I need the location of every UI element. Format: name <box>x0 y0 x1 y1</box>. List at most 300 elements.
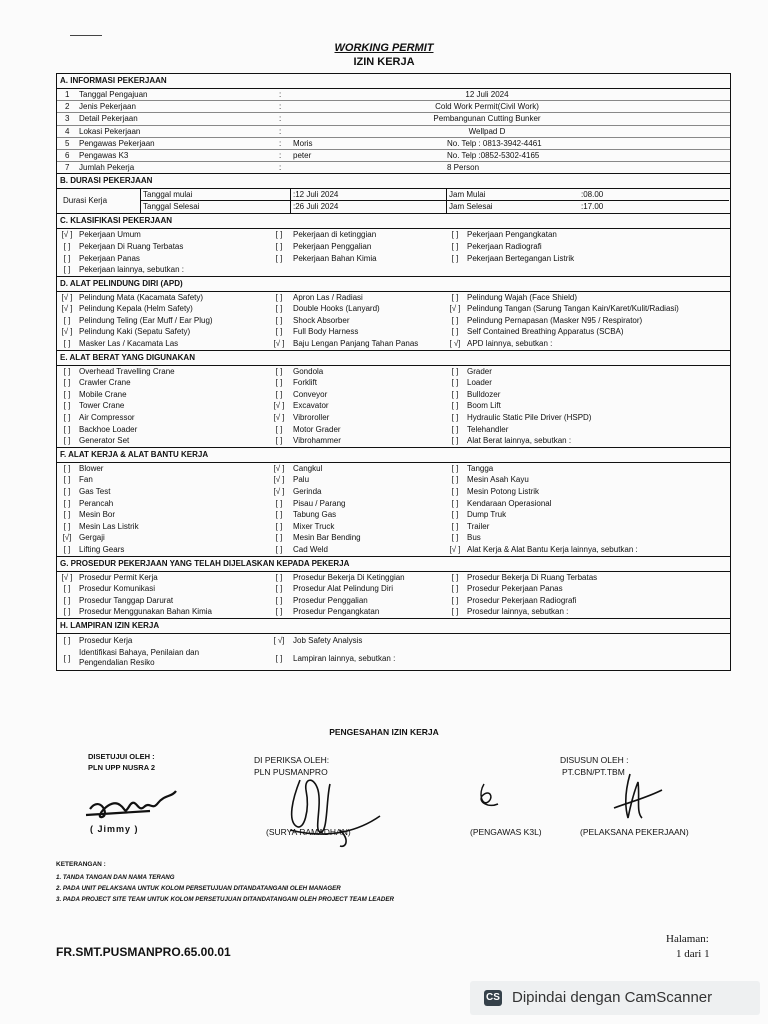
section-d-grid <box>57 292 730 350</box>
section-b-header: B. DURASI PEKERJAAN <box>57 174 730 189</box>
option-label: Air Compressor <box>79 413 135 423</box>
option-row <box>57 424 730 436</box>
field-colon: : <box>279 150 282 160</box>
checkbox[interactable]: [ ] <box>451 463 459 473</box>
page-label: Halaman: <box>666 933 709 945</box>
durasi-label: Durasi Kerja <box>57 189 141 213</box>
option-label: Pekerjaan Panas <box>79 253 140 263</box>
section-b <box>57 174 730 214</box>
option-row <box>57 326 730 338</box>
option-label: Mesin Asah Kayu <box>467 475 529 485</box>
option-label: Pekerjaan Bahan Kimia <box>293 253 377 263</box>
checkbox[interactable]: [ ] <box>63 544 71 554</box>
field-label: Lokasi Pekerjaan <box>79 126 141 136</box>
jam-selesai-value: :17.00 <box>581 202 604 212</box>
option-row <box>57 583 730 595</box>
option-label: Mixer Truck <box>293 521 335 531</box>
checkbox[interactable]: [ ] <box>275 304 283 314</box>
checkbox[interactable]: [ ] <box>451 424 459 434</box>
option-row <box>57 412 730 424</box>
option-label: Overhead Travelling Crane <box>79 366 175 376</box>
checkbox[interactable]: [√ ] <box>61 304 73 314</box>
checkbox[interactable]: [ ] <box>451 389 459 399</box>
option-row <box>57 595 730 607</box>
option-label: Identifikasi Bahaya, Penilaian dan <box>79 647 200 657</box>
option-label: Backhoe Loader <box>79 424 138 434</box>
field-colon: : <box>279 102 282 112</box>
section-c-grid <box>57 229 730 275</box>
option-label: Cangkul <box>293 463 323 473</box>
option-label: Generator Set <box>79 436 130 446</box>
checkbox[interactable]: [ ] <box>63 253 71 263</box>
row-number: 5 <box>65 138 70 148</box>
option-label: Shock Absorber <box>293 315 350 325</box>
checkbox[interactable]: [ ] <box>275 241 283 251</box>
checkbox[interactable]: [√ ] <box>449 544 461 554</box>
option-label: Baju Lengan Panjang Tahan Panas <box>293 339 419 349</box>
option-row <box>57 606 730 618</box>
pen-mark <box>70 35 102 36</box>
section-g <box>57 557 730 619</box>
option-label: Gas Test <box>79 487 111 496</box>
field-name: Moris <box>293 138 313 148</box>
signature-surya <box>270 770 410 850</box>
option-label: Pekerjaan Penggalian <box>293 241 372 251</box>
option-row <box>57 377 730 389</box>
field-label: Pengawas Pekerjaan <box>79 138 155 148</box>
name-surya: (SURYA RAMADHAN) <box>266 827 351 837</box>
checkbox[interactable]: [ ] <box>451 436 459 446</box>
option-row <box>57 315 730 327</box>
option-row <box>57 264 730 276</box>
field-value: 8 Person <box>447 163 480 173</box>
option-label: Kendaraan Operasional <box>467 498 552 508</box>
option-row <box>57 303 730 315</box>
option-label: Pelindung Teling (Ear Muff / Ear Plug) <box>79 315 213 325</box>
checkbox[interactable]: [ ] <box>275 389 283 399</box>
approval-title: PENGESAHAN IZIN KERJA <box>329 727 439 737</box>
option-label: Pelindung Tangan (Sarung Tangan Kain/Karet/Kulit/Radiasi) <box>467 304 679 314</box>
option-label: Gondola <box>293 366 324 376</box>
checkbox[interactable]: [ ] <box>275 607 283 617</box>
option-row <box>57 366 730 378</box>
section-h-row-1 <box>57 634 730 648</box>
field-colon: : <box>279 114 282 124</box>
checkbox[interactable]: [√ ] <box>61 230 73 240</box>
option-label: Tangga <box>467 463 494 473</box>
checkbox[interactable]: [ ] <box>275 521 283 531</box>
checkbox[interactable]: [ ] <box>275 436 283 446</box>
section-a <box>57 74 730 174</box>
checkbox[interactable]: [ ] <box>63 401 71 411</box>
checkbox[interactable]: [ ] <box>451 521 459 531</box>
field-label: Tanggal Pengajuan <box>79 90 148 99</box>
checkbox[interactable]: [√ ] <box>449 304 461 314</box>
option-label: Prosedur Permit Kerja <box>79 572 158 582</box>
checkbox[interactable]: [ √] <box>273 635 285 645</box>
checker-label: DI PERIKSA OLEH: <box>254 755 330 765</box>
note-2: 2. PADA UNIT PELAKSANA UNTUK KOLOM PERSETUJUAN DITANDATANGANI OLEH MANAGER <box>56 885 341 892</box>
checkbox[interactable]: [ ] <box>275 510 283 520</box>
form-code: FR.SMT.PUSMANPRO.65.00.01 <box>56 945 231 959</box>
jam-mulai-label: Jam Mulai <box>447 189 579 201</box>
notes-title: KETERANGAN : <box>56 861 106 868</box>
option-row <box>57 521 730 533</box>
checkbox[interactable]: [ ] <box>275 292 283 302</box>
field-colon: : <box>279 90 282 99</box>
option-label: Pekerjaan di ketinggian <box>293 230 377 240</box>
option-label: Pelindung Kepala (Helm Safety) <box>79 304 193 314</box>
info-row <box>57 162 730 173</box>
checkbox[interactable]: [ ] <box>451 533 459 543</box>
field-label: Pengawas K3 <box>79 150 129 160</box>
checkbox[interactable]: [ ] <box>63 487 71 496</box>
option-label: Motor Grader <box>293 424 341 434</box>
section-a-header: A. INFORMASI PEKERJAAN <box>57 74 730 89</box>
field-label: Detail Pekerjaan <box>79 114 138 124</box>
checkbox[interactable]: [ ] <box>275 544 283 554</box>
option-label: Mesin Las Listrik <box>79 521 139 531</box>
field-value: Pembangunan Cutting Bunker <box>433 114 541 124</box>
camscanner-icon: CS <box>484 990 502 1006</box>
option-label: Vibrohammer <box>293 436 341 446</box>
option-row <box>57 241 730 253</box>
info-row <box>57 89 730 101</box>
section-f <box>57 448 730 557</box>
info-row <box>57 101 730 113</box>
option-label: Pengendalian Resiko <box>79 657 155 667</box>
option-label: Job Safety Analysis <box>293 635 363 645</box>
checkbox[interactable]: [ ] <box>63 265 71 275</box>
option-label: Lampiran lainnya, sebutkan : <box>293 653 396 663</box>
field-colon: : <box>279 126 282 136</box>
checkbox[interactable]: [√ ] <box>273 487 285 496</box>
duration-grid <box>57 189 730 213</box>
info-row <box>57 113 730 125</box>
option-row <box>57 486 730 498</box>
checkbox[interactable]: [ ] <box>63 463 71 473</box>
field-value: Wellpad D <box>468 126 506 136</box>
checkbox[interactable]: [ ] <box>63 475 71 485</box>
row-number: 1 <box>65 90 70 99</box>
checkbox[interactable]: [ ] <box>63 436 71 446</box>
preparer-org: PT.CBN/PT.TBM <box>562 767 625 777</box>
checkbox[interactable]: [ ] <box>63 378 71 388</box>
checkbox[interactable]: [ ] <box>275 378 283 388</box>
signature-jimmy <box>80 785 190 825</box>
checkbox[interactable]: [ ] <box>451 366 459 376</box>
checkbox[interactable]: [ ] <box>63 413 71 423</box>
option-label: Pisau / Parang <box>293 498 346 508</box>
option-label: Boom Lift <box>467 401 501 411</box>
field-value: 12 Juli 2024 <box>465 90 509 99</box>
field-value: No. Telp :0852-5302-4165 <box>447 150 540 160</box>
checker-org: PLN PUSMANPRO <box>254 767 328 777</box>
field-name: peter <box>293 150 312 160</box>
option-row <box>57 435 730 447</box>
approver-org: PLN UPP NUSRA 2 <box>88 763 156 772</box>
checkbox[interactable]: [√ ] <box>273 413 285 423</box>
checkbox[interactable]: [ ] <box>451 327 459 337</box>
option-label: Fan <box>79 475 93 485</box>
section-g-header: G. PROSEDUR PEKERJAAN YANG TELAH DIJELASKAN KEPADA PEKERJA <box>57 557 730 572</box>
checkbox[interactable]: [ ] <box>63 339 71 349</box>
checkbox[interactable]: [ ] <box>451 401 459 411</box>
checkbox[interactable]: [ ] <box>63 521 71 531</box>
option-label: Mesin Potong Listrik <box>467 487 540 496</box>
section-h-header: H. LAMPIRAN IZIN KERJA <box>57 619 730 634</box>
checkbox[interactable]: [ ] <box>451 253 459 263</box>
checkbox[interactable]: [ ] <box>63 595 71 605</box>
option-row <box>57 389 730 401</box>
signature-k3l <box>470 778 510 818</box>
checkbox[interactable]: [ ] <box>451 230 459 240</box>
info-row <box>57 138 730 150</box>
checkbox[interactable]: [ ] <box>275 572 283 582</box>
checkbox[interactable]: [ ] <box>63 607 71 617</box>
checkbox[interactable]: [ ] <box>451 487 459 496</box>
note-1: 1. TANDA TANGAN DAN NAMA TERANG <box>56 874 175 881</box>
checkbox[interactable]: [ ] <box>63 653 71 663</box>
section-h <box>57 619 730 670</box>
name-jimmy: ( Jimmy ) <box>90 824 139 834</box>
option-label: Prosedur Pekerjaan Radiografi <box>467 595 577 605</box>
option-label: Bulldozer <box>467 389 501 399</box>
checkbox[interactable]: [ ] <box>63 635 71 645</box>
doc-subtitle: IZIN KERJA <box>353 56 415 68</box>
option-label: Prosedur Bekerja Di Ketinggian <box>293 572 405 582</box>
info-row <box>57 126 730 138</box>
option-label: Loader <box>467 378 492 388</box>
option-label: Tabung Gas <box>293 510 337 520</box>
option-row <box>57 463 730 475</box>
option-label: Gerinda <box>293 487 322 496</box>
option-row <box>57 572 730 584</box>
tanggal-mulai-label: Tanggal mulai <box>141 189 291 201</box>
row-number: 6 <box>65 150 70 160</box>
option-label: Pelindung Mata (Kacamata Safety) <box>79 292 204 302</box>
section-a-rows <box>57 89 730 173</box>
checkbox[interactable]: [ ] <box>451 292 459 302</box>
option-label: APD lainnya, sebutkan : <box>467 339 553 349</box>
checkbox[interactable]: [ ] <box>63 241 71 251</box>
option-label: Full Body Harness <box>293 327 359 337</box>
jam-mulai-value: :08.00 <box>579 189 729 201</box>
checkbox[interactable]: [ ] <box>451 475 459 485</box>
section-d-header: D. ALAT PELINDUNG DIRI (APD) <box>57 277 730 292</box>
checkbox[interactable]: [√ ] <box>61 327 73 337</box>
option-label: Mesin Bor <box>79 510 116 520</box>
checkbox[interactable]: [ ] <box>451 584 459 594</box>
row-number: 3 <box>65 114 70 124</box>
option-row <box>57 509 730 521</box>
checkbox[interactable]: [ ] <box>275 424 283 434</box>
checkbox[interactable]: [√ ] <box>273 339 285 349</box>
checkbox[interactable]: [ ] <box>275 653 283 663</box>
option-label: Prosedur Komunikasi <box>79 584 156 594</box>
option-label: Cad Weld <box>293 544 328 554</box>
option-row <box>57 474 730 486</box>
doc-title: WORKING PERMIT <box>334 42 434 54</box>
field-colon: : <box>279 163 282 173</box>
option-label: Prosedur Menggunakan Bahan Kimia <box>79 607 212 617</box>
permit-form <box>56 73 731 671</box>
field-value: Cold Work Permit(Civil Work) <box>435 102 539 112</box>
option-label: Pekerjaan lainnya, sebutkan : <box>79 265 184 275</box>
option-label: Blower <box>79 463 104 473</box>
section-e-grid <box>57 366 730 447</box>
checkbox[interactable]: [√ ] <box>273 475 285 485</box>
field-colon: : <box>279 138 282 148</box>
option-label: Vibroroller <box>293 413 330 423</box>
option-label: Prosedur Bekerja Di Ruang Terbatas <box>467 572 598 582</box>
option-label: Excavator <box>293 401 329 411</box>
checkbox[interactable]: [ ] <box>451 595 459 605</box>
option-row <box>57 229 730 241</box>
checkbox[interactable]: [ ] <box>275 584 283 594</box>
option-row <box>57 338 730 350</box>
option-label: Lifting Gears <box>79 544 125 554</box>
option-label: Tower Crane <box>79 401 125 411</box>
option-label: Gergaji <box>79 533 105 543</box>
tanggal-selesai-value: :26 Juli 2024 <box>291 201 447 213</box>
row-number: 7 <box>65 163 70 173</box>
section-d <box>57 277 730 351</box>
row-number: 2 <box>65 102 70 112</box>
approver-label: DISETUJUI OLEH : <box>88 752 155 761</box>
field-label: Jenis Pekerjaan <box>79 102 136 112</box>
option-label: Pekerjaan Bertegangan Listrik <box>467 253 575 263</box>
option-label: Alat Berat lainnya, sebutkan : <box>467 436 572 446</box>
signature-pelaksana <box>600 768 670 828</box>
option-label: Masker Las / Kacamata Las <box>79 339 179 349</box>
checkbox[interactable]: [ ] <box>451 378 459 388</box>
checkbox[interactable]: [ ] <box>275 253 283 263</box>
option-label: Prosedur Tanggap Darurat <box>79 595 174 605</box>
checkbox[interactable]: [ ] <box>63 510 71 520</box>
jam-selesai-label: Jam Selesai <box>449 202 493 212</box>
checkbox[interactable]: [ ] <box>63 366 71 376</box>
checkbox[interactable]: [ ] <box>63 498 71 508</box>
option-label: Prosedur Kerja <box>79 635 133 645</box>
checkbox[interactable]: [ √] <box>449 339 461 349</box>
option-row <box>57 400 730 412</box>
page-number: 1 dari 1 <box>676 948 710 960</box>
field-label: Jumlah Pekerja <box>79 163 135 173</box>
checkbox[interactable]: [ ] <box>63 584 71 594</box>
row-number: 4 <box>65 126 70 136</box>
checkbox[interactable]: [ ] <box>451 413 459 423</box>
section-f-grid <box>57 463 730 556</box>
checkbox[interactable]: [ ] <box>63 315 71 325</box>
preparer-label: DISUSUN OLEH : <box>560 755 629 765</box>
option-label: Pekerjaan Pengangkatan <box>467 230 557 240</box>
checkbox[interactable]: [√ ] <box>273 401 285 411</box>
section-h-row-2 <box>57 648 730 670</box>
option-label: Pelindung Kaki (Sepatu Safety) <box>79 327 191 337</box>
checkbox[interactable]: [ ] <box>275 366 283 376</box>
option-row <box>57 498 730 510</box>
checkbox[interactable]: [ ] <box>451 510 459 520</box>
option-label: Alat Kerja & Alat Bantu Kerja lainnya, sebutkan : <box>467 544 638 554</box>
name-pengawas-k3l: (PENGAWAS K3L) <box>470 827 542 837</box>
option-label: Perancah <box>79 498 114 508</box>
option-label: Conveyor <box>293 389 328 399</box>
note-3: 3. PADA PROJECT SITE TEAM UNTUK KOLOM PERSETUJUAN DITANDATANGANI OLEH PROJECT TEAM LEADER <box>56 896 394 903</box>
option-row <box>57 253 730 265</box>
checkbox[interactable]: [ ] <box>63 389 71 399</box>
option-label: Pekerjaan Radiografi <box>467 241 542 251</box>
option-label: Prosedur Pengangkatan <box>293 607 380 617</box>
name-pelaksana: (PELAKSANA PEKERJAAN) <box>580 827 689 837</box>
info-row <box>57 150 730 162</box>
checkbox[interactable]: [ ] <box>275 315 283 325</box>
option-row <box>57 544 730 556</box>
option-label: Hydraulic Static Pile Driver (HSPD) <box>467 413 592 423</box>
camscanner-watermark <box>470 981 760 1015</box>
option-row <box>57 292 730 304</box>
option-label: Apron Las / Radiasi <box>293 292 363 302</box>
option-label: Self Contained Breathing Apparatus (SCBA) <box>467 327 624 337</box>
tanggal-selesai-label: Tanggal Selesai <box>141 201 291 213</box>
checkbox[interactable]: [ ] <box>275 327 283 337</box>
option-label: Forklift <box>293 378 317 388</box>
checkbox[interactable]: [ ] <box>451 498 459 508</box>
option-label: Double Hooks (Lanyard) <box>293 304 380 314</box>
option-label: Crawler Crane <box>79 378 131 388</box>
checkbox[interactable]: [ ] <box>275 533 283 543</box>
option-label: Pekerjaan Umum <box>79 230 141 240</box>
option-label: Dump Truk <box>467 510 507 520</box>
checkbox[interactable]: [ ] <box>451 315 459 325</box>
option-label: Pelindung Pernapasan (Masker N95 / Respirator) <box>467 315 643 325</box>
option-label: Pelindung Wajah (Face Shield) <box>467 292 577 302</box>
option-label: Prosedur Penggalian <box>293 595 368 605</box>
section-e-header: E. ALAT BERAT YANG DIGUNAKAN <box>57 351 730 366</box>
checkbox[interactable]: [ ] <box>275 595 283 605</box>
section-c <box>57 214 730 276</box>
checkbox[interactable]: [ ] <box>451 241 459 251</box>
option-label: Mesin Bar Bending <box>293 533 361 543</box>
section-g-grid <box>57 572 730 618</box>
option-label: Palu <box>293 475 310 485</box>
option-label: Grader <box>467 366 492 376</box>
checkbox[interactable]: [ ] <box>451 572 459 582</box>
checkbox[interactable]: [√] <box>62 533 72 543</box>
checkbox[interactable]: [ ] <box>275 498 283 508</box>
checkbox[interactable]: [ ] <box>275 230 283 240</box>
tanggal-mulai-value: :12 Juli 2024 <box>291 189 447 201</box>
option-label: Pekerjaan Di Ruang Terbatas <box>79 241 184 251</box>
checkbox[interactable]: [ ] <box>63 424 71 434</box>
option-label: Trailer <box>467 521 490 531</box>
option-row <box>57 532 730 544</box>
option-label: Prosedur Alat Pelindung Diri <box>293 584 394 594</box>
section-e <box>57 351 730 448</box>
checkbox[interactable]: [ ] <box>451 607 459 617</box>
option-label: Telehandler <box>467 424 509 434</box>
section-f-header: F. ALAT KERJA & ALAT BANTU KERJA <box>57 448 730 463</box>
option-label: Mobile Crane <box>79 389 127 399</box>
camscanner-text: Dipindai dengan CamScanner <box>512 989 713 1006</box>
section-c-header: C. KLASIFIKASI PEKERJAAN <box>57 214 730 229</box>
checkbox[interactable]: [√ ] <box>61 292 73 302</box>
option-label: Bus <box>467 533 481 543</box>
option-label: Prosedur lainnya, sebutkan : <box>467 607 569 617</box>
option-label: Prosedur Pekerjaan Panas <box>467 584 563 594</box>
checkbox[interactable]: [√ ] <box>61 572 73 582</box>
checkbox[interactable]: [√ ] <box>273 463 285 473</box>
